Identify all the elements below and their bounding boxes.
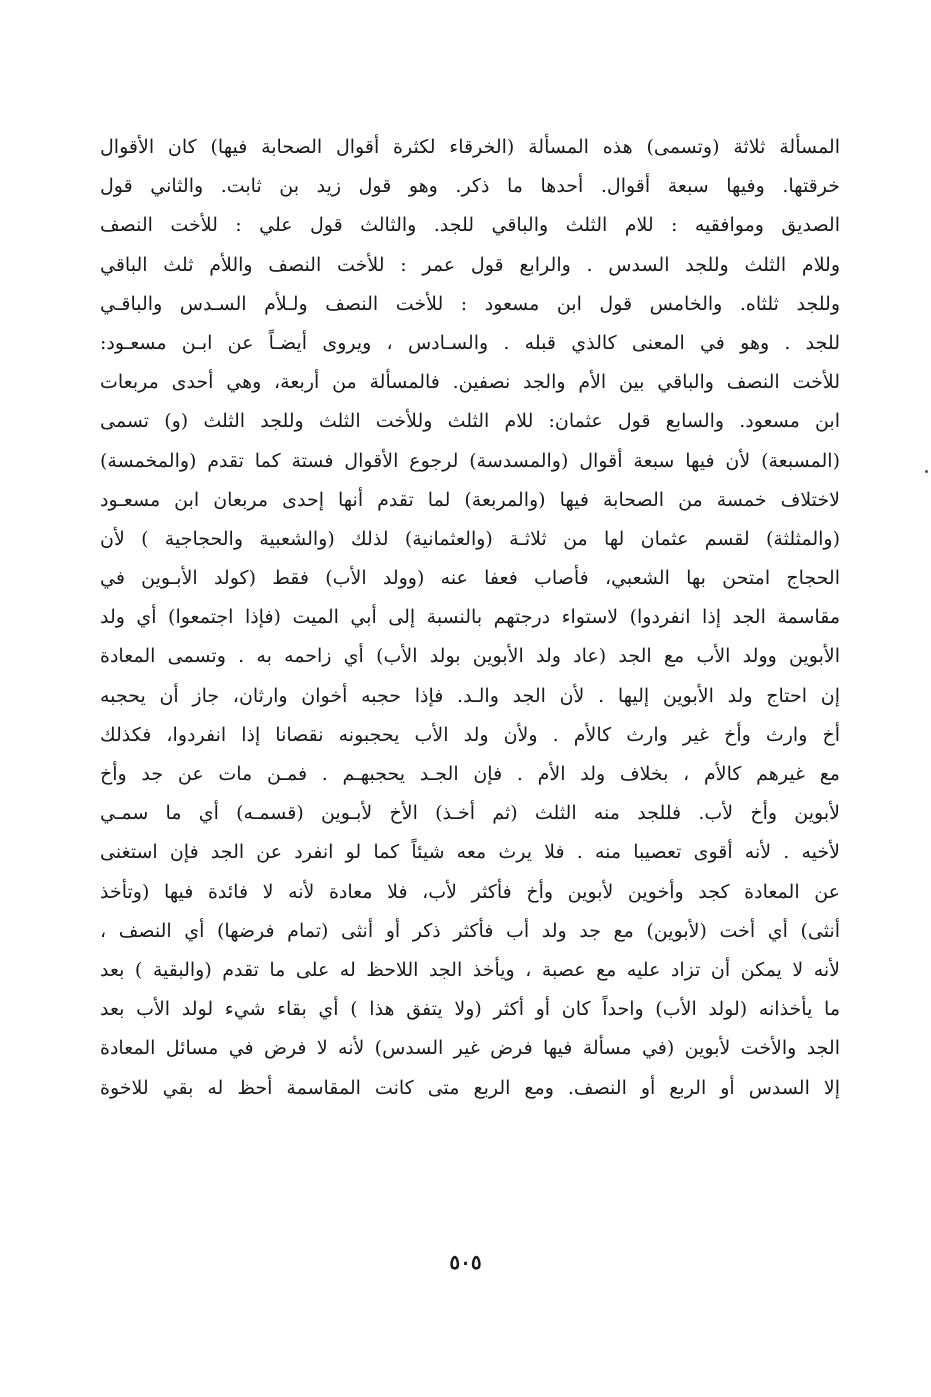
text-line: الأبوين وولد الأب مع الجد (عاد ولد الأبوين بولد الأب) أي زاحمه به . وتسمى المعادة [100,645,840,668]
text-line: إلا السدس أو الربع أو النصف. ومع الربع متى كانت المقاسمة أحظ له بقي للاخوة [100,1076,840,1099]
text-line: للجد . وهو في المعنى كالذي قبله . والسـادس ، ويروى أيضـاً عن ابـن مسعـود: [100,331,840,354]
text-line: أخ وارث وأخ غير وارث كالأم . ولأن ولد الأب يحجبونه نقصانا إذا انفردوا، فكذلك [100,723,840,746]
text-line: الحجاج امتحن بها الشعبي، فأصاب فعفا عنه (وولد الأب) فقط (كولد الأبـوين في [100,567,840,590]
scan-speck [925,470,928,473]
text-line: وللام الثلث وللجد السدس . والرابع قول عمر : للأخت النصف واللأم ثلث الباقي [100,253,840,276]
text-line: وللجد ثلثاه. والخامس قول ابن مسعود : للأخت النصف ولـلأم السـدس والباقـي [100,292,840,315]
text-line: (المسبعة) لأن فيها سبعة أقوال (والمسدسة) لرجوع الأقوال فستة كما تقدم (والمخمسة) [100,449,840,472]
text-line: أنثى) أي أخت (لأبوين) مع جد ولد أب فأكثر ذكر أو أنثى (تمام فرضها) أي النصف ، [100,919,840,942]
text-line: لأبوين وأخ لأب. فللجد منه الثلث (ثم أخـذ) الأخ لأبـوين (قسمـه) أي ما سمـي [100,802,840,825]
text-line: لأخيه . لأنه أقوى تعصيبا منه . فلا يرث معه شيئاً كما لو انفرد عن الجد فإن استغنى [100,841,840,864]
text-line: عن المعادة كجد وأخوين لأبوين وأخ فأكثر لأب، فلا معادة لأنه لا فائدة فيها (وتأخذ [100,880,840,903]
text-line: مع غيرهم كالأم ، بخلاف ولد الأم . فإن الجـد يحجبهـم . فمـن مات عن جد وأخ [100,763,840,785]
text-line: المسألة ثلاثة (وتسمى) هذه المسألة (الخرقاء لكثرة أقوال الصحابة فيها) كان الأقوال [100,136,840,158]
text-line: للأخت النصف والباقي بين الأم والجد نصفين. فالمسألة من أربعة، وهي أحدى مربعات [100,371,840,394]
text-line: مقاسمة الجد إذا انفردوا) لاستواء درجتهم بالنسبة إلى أبي الميت (فإذا اجتمعوا) أي ولد [100,606,840,629]
body-text [100,128,840,1108]
page-number: ٥٠٥ [449,1250,482,1274]
text-line: إن احتاج ولد الأبوين إليها . لأن الجد والـد. فإذا حجبه أخوان وارثان، جاز أن يحجبه [100,684,840,707]
text-line: الصديق وموافقيه : للام الثلث والباقي للجد. والثالث قول علي : للأخت النصف [100,214,840,237]
text-line: لاختلاف خمسة من الصحابة فيها (والمربعة) لما تقدم أنها إحدى مربعان ابن مسعـود [100,488,840,511]
text-line: ما يأخذانه (لولد الأب) واحداً كان أو أكثر (ولا يتفق هذا ) أي بقاء شيء لولد الأب بعد [100,998,840,1021]
text-line: خرقتها. وفيها سبعة أقوال. أحدها ما ذكر. وهو قول زيد بن ثابت. والثاني قول [100,175,840,198]
text-line: (والمثلثة) لقسم عثمان لها من ثلاثـة (والعثمانية) لذلك (والشعبية والحجاجية ) لأن [100,527,840,550]
text-line: لأنه لا يمكن أن تزاد عليه مع عصبة ، ويأخذ الجد اللاحظ له على ما تقدم (والبقية ) بعد [100,958,840,981]
text-line: الجد والأخت لأبوين (في مسألة فيها فرض غير السدس) لأنه لا فرض في مسائل المعادة [100,1037,840,1060]
text-line: ابن مسعود. والسابع قول عثمان: للام الثلث وللأخت الثلث وللجد الثلث (و) تسمى [100,410,840,433]
